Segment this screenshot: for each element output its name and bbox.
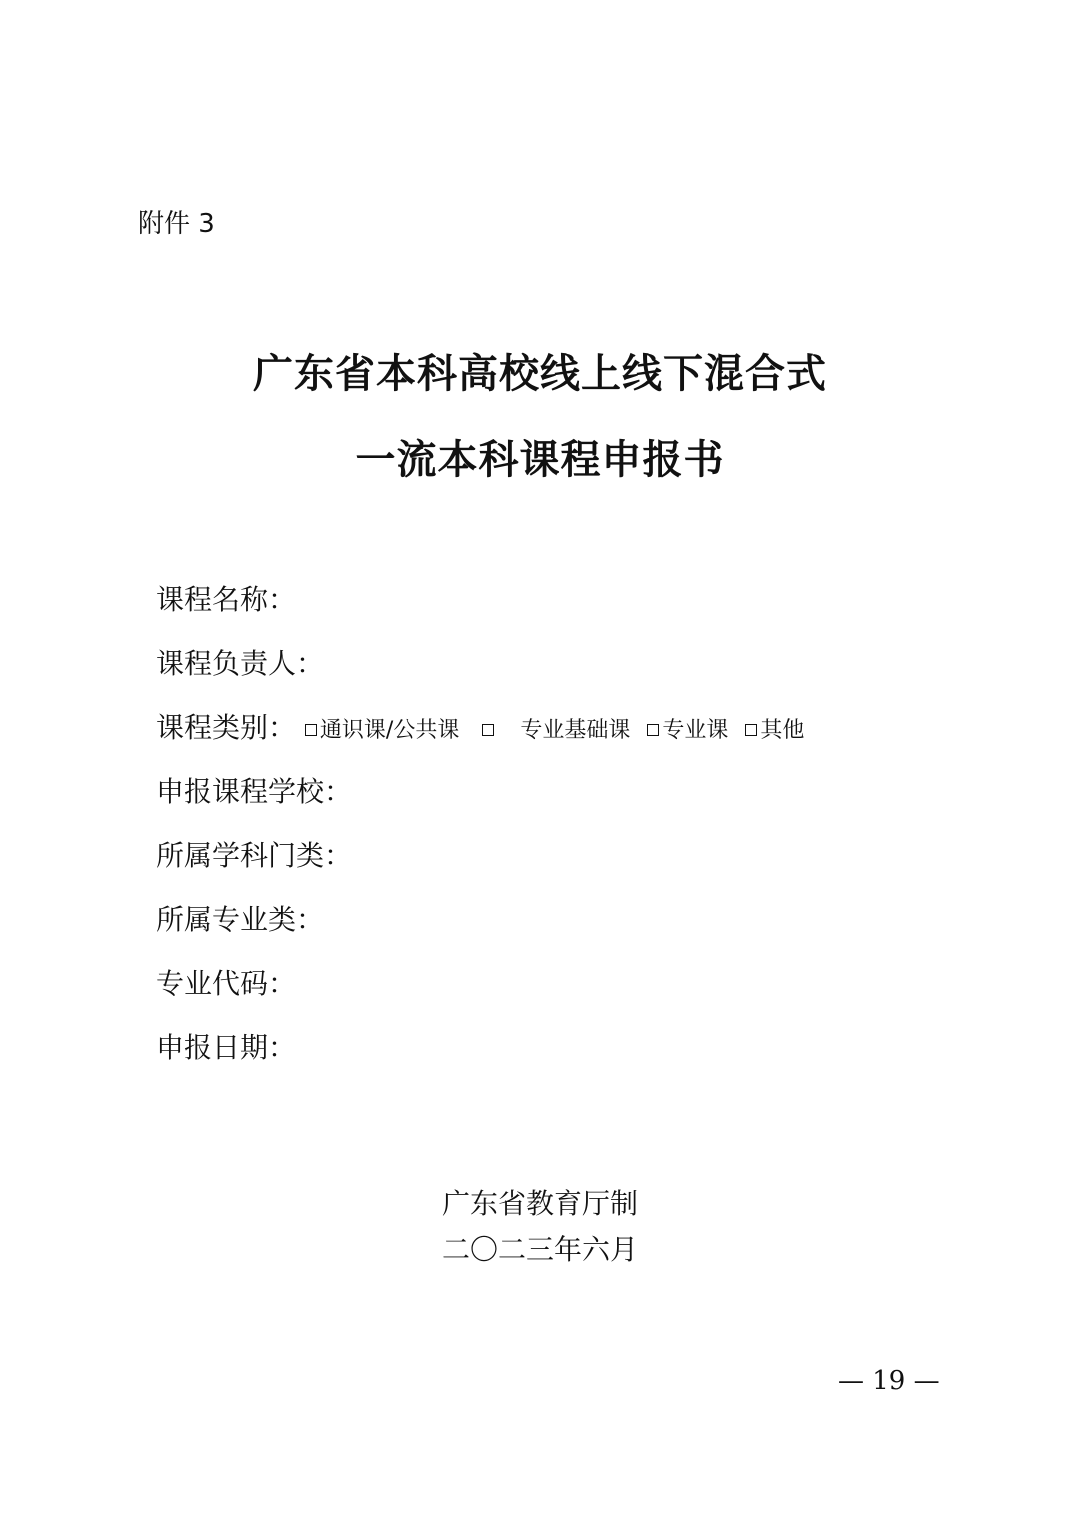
course-type-options	[305, 718, 814, 743]
checkbox-icon[interactable]	[745, 724, 757, 736]
field-course-leader	[156, 642, 1016, 706]
option-major-foundation[interactable]: 专业基础课	[520, 718, 631, 743]
issuer: 广东省教育厅制	[441, 1187, 638, 1220]
option-major-course[interactable]: 专业课	[647, 709, 728, 753]
field-course-type-label: 课程类别：	[156, 711, 297, 744]
field-date-label: 申报日期：	[156, 1031, 297, 1064]
attachment-label: 附件 3	[138, 209, 215, 239]
option-blank[interactable]	[482, 709, 497, 753]
field-school	[156, 770, 1016, 834]
field-major-code-label: 专业代码：	[156, 967, 297, 1000]
option-general-course[interactable]: 通识课/公共课	[305, 709, 459, 753]
field-major-code	[156, 962, 1016, 1026]
form-fields	[156, 578, 1016, 1090]
issue-date: 二〇二三年六月	[441, 1233, 638, 1266]
checkbox-icon[interactable]	[647, 724, 659, 736]
field-course-type	[156, 706, 1016, 770]
document-title-line2: 一流本科课程申报书	[355, 436, 725, 483]
field-discipline	[156, 834, 1016, 898]
field-course-name	[156, 578, 1016, 642]
checkbox-icon[interactable]	[305, 724, 317, 736]
field-discipline-label: 所属学科门类：	[156, 839, 353, 872]
field-major-category	[156, 898, 1016, 962]
field-course-name-label: 课程名称：	[156, 583, 297, 616]
option-other[interactable]: 其他	[745, 709, 804, 753]
document-title-line1: 广东省本科高校线上线下混合式	[253, 350, 827, 397]
page-number: — 19 —	[838, 1366, 940, 1396]
field-date	[156, 1026, 1016, 1090]
checkbox-icon[interactable]	[482, 724, 494, 736]
field-school-label: 申报课程学校：	[156, 775, 353, 808]
field-course-leader-label: 课程负责人：	[156, 647, 325, 680]
field-major-category-label: 所属专业类：	[156, 903, 325, 936]
